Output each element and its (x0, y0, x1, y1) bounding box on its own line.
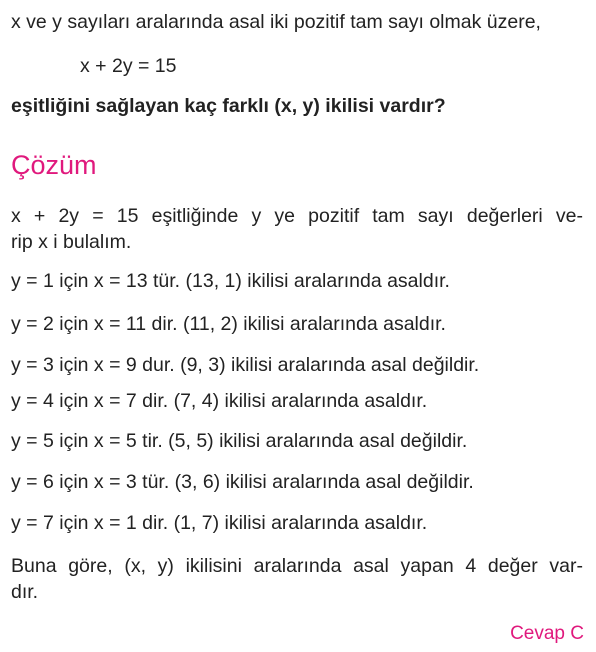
conclusion-line-2: dır. (11, 581, 39, 603)
solution-step-y1: y = 1 için x = 13 tür. (13, 1) ikilisi aralarında asaldır. (11, 270, 450, 292)
solution-step-y7: y = 7 için x = 1 dir. (1, 7) ikilisi aralarında asaldır. (11, 512, 428, 534)
question-equation: x + 2y = 15 (80, 55, 177, 77)
answer-label: Cevap C (510, 623, 584, 644)
solution-heading: Çözüm (11, 150, 97, 180)
solution-step-y4: y = 4 için x = 7 dir. (7, 4) ikilisi aralarında asaldır. (11, 390, 428, 412)
solution-intro-line-2: rip x i bulalım. (11, 231, 132, 253)
solution-step-y5: y = 5 için x = 5 tir. (5, 5) ikilisi aralarında asal değildir. (11, 430, 468, 452)
conclusion-line-1: Buna göre, (x, y) ikilisini aralarında asal yapan 4 değer var- (11, 555, 583, 577)
solution-step-y2: y = 2 için x = 11 dir. (11, 2) ikilisi aralarında asaldır. (11, 313, 446, 335)
solution-step-y3: y = 3 için x = 9 dur. (9, 3) ikilisi aralarında asal değildir. (11, 354, 480, 376)
question-intro-text: x ve y sayıları aralarında asal iki pozitif tam sayı olmak üzere, (11, 11, 541, 33)
solution-step-y6: y = 6 için x = 3 tür. (3, 6) ikilisi aralarında asal değildir. (11, 471, 474, 493)
question-prompt: eşitliğini sağlayan kaç farklı (x, y) ikilisi vardır? (11, 95, 446, 117)
solution-intro-line-1: x + 2y = 15 eşitliğinde y ye pozitif tam sayı değerleri ve- (11, 205, 583, 227)
